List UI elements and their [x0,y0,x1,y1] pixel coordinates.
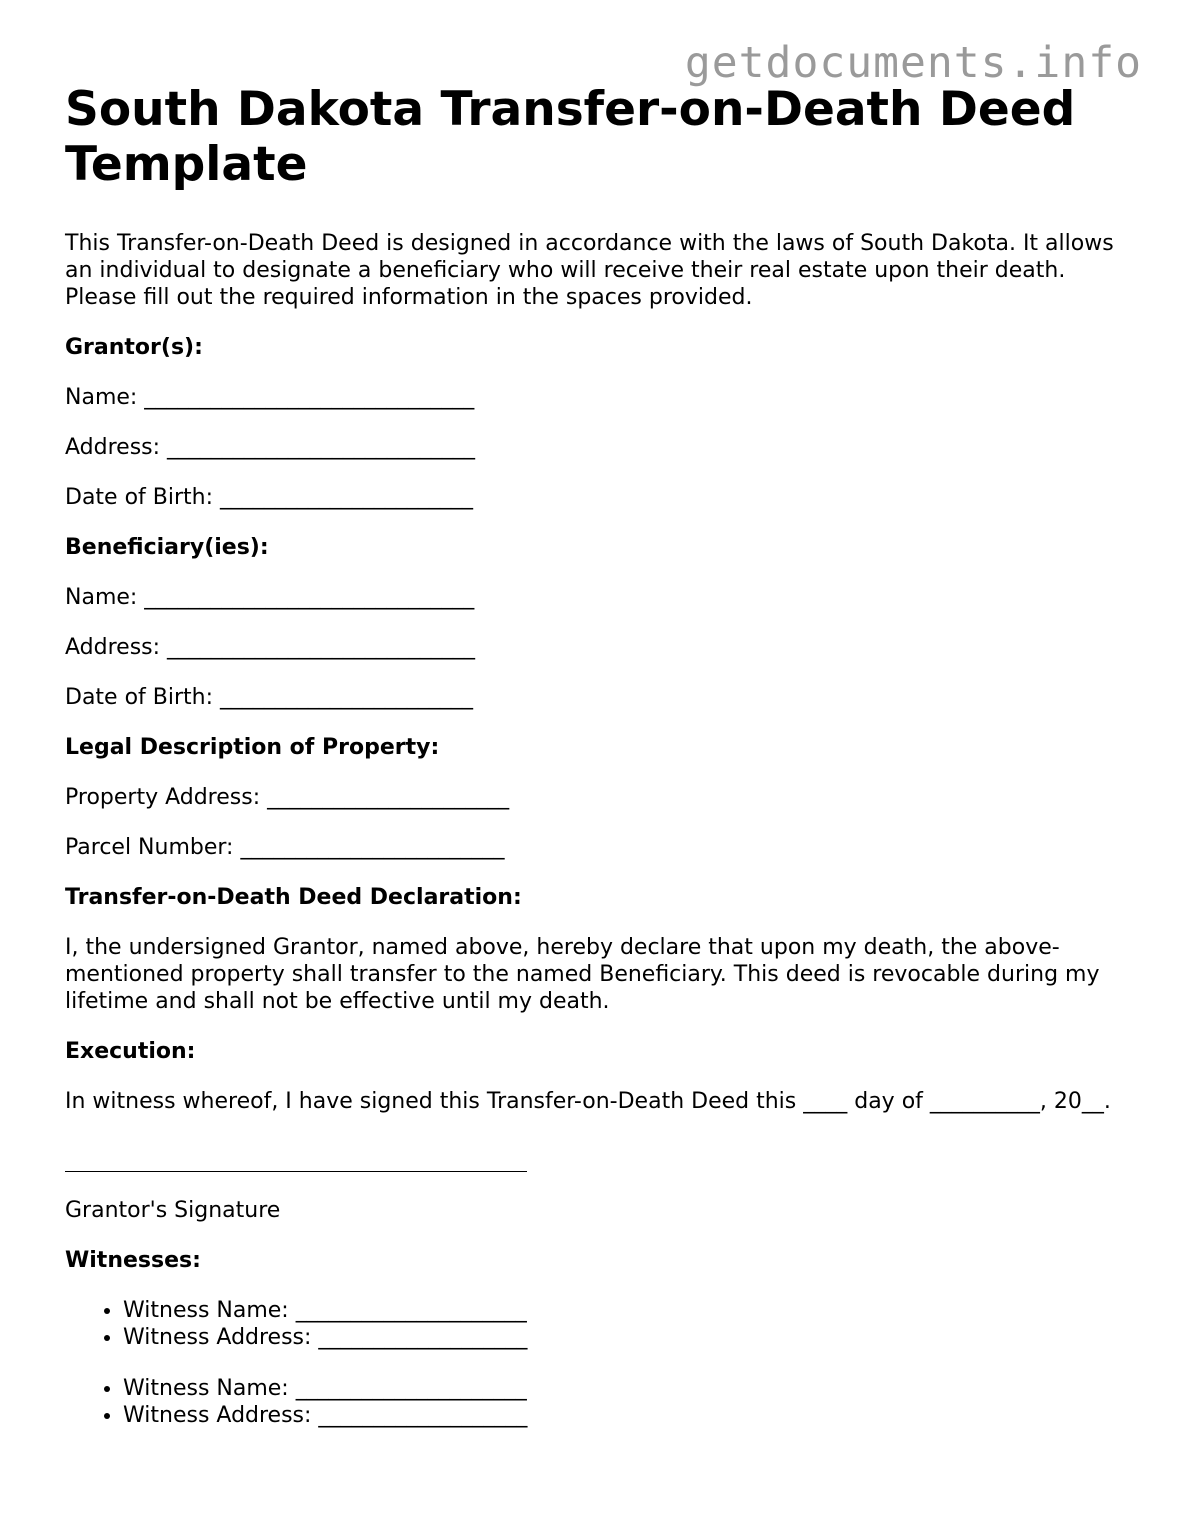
witness-1-address-field[interactable]: • Witness Address: ___________________ [123,1324,1125,1351]
document-page [65,82,1125,1429]
watermark: getdocuments.info [684,38,1142,88]
signature-line[interactable] [65,1147,1125,1174]
declaration-heading: Transfer-on-Death Deed Declaration: [65,885,522,910]
signature-underline [65,1147,527,1172]
beneficiary-heading: Beneficiary(ies): [65,535,269,560]
signature-label: Grantor's Signature [65,1198,281,1223]
witness-list-2 [65,1375,1125,1429]
grantor-name-field[interactable]: Name: ______________________________ [65,385,475,410]
execution-text: In witness whereof, I have signed this Transfer-on-Death Deed this ____ day of __________, 20__. [65,1089,1111,1114]
beneficiary-name-field[interactable]: Name: ______________________________ [65,585,475,610]
grantor-heading: Grantor(s): [65,335,203,360]
intro-paragraph: This Transfer-on-Death Deed is designed in accordance with the laws of South Dakota. It allows an individual to designate a beneficiary who will receive their real estate upon their death. Please fill out the required information in the spaces provided. [65,231,1114,310]
beneficiary-address-field[interactable]: Address: ____________________________ [65,635,476,660]
witness-1-name-field[interactable]: • Witness Name: _____________________ [123,1297,1125,1324]
execution-heading: Execution: [65,1039,196,1064]
property-address-field[interactable]: Property Address: ______________________ [65,785,510,810]
witnesses-heading: Witnesses: [65,1248,201,1273]
grantor-address-field[interactable]: Address: ____________________________ [65,435,476,460]
witness-list-1 [65,1297,1125,1351]
grantor-dob-field[interactable]: Date of Birth: _______________________ [65,485,473,510]
document-title: South Dakota Transfer-on-Death Deed Template [65,82,1076,192]
beneficiary-dob-field[interactable]: Date of Birth: _______________________ [65,685,473,710]
witness-2-address-field[interactable]: • Witness Address: ___________________ [123,1402,1125,1429]
parcel-number-field[interactable]: Parcel Number: ________________________ [65,835,505,860]
declaration-text: I, the undersigned Grantor, named above, hereby declare that upon my death, the above-mentioned property shall transfer to the named Beneficiary. This deed is revocable during my lifetime and shall not be effective until my death. [65,935,1100,1014]
witness-2-name-field[interactable]: • Witness Name: _____________________ [123,1375,1125,1402]
property-heading: Legal Description of Property: [65,735,440,760]
